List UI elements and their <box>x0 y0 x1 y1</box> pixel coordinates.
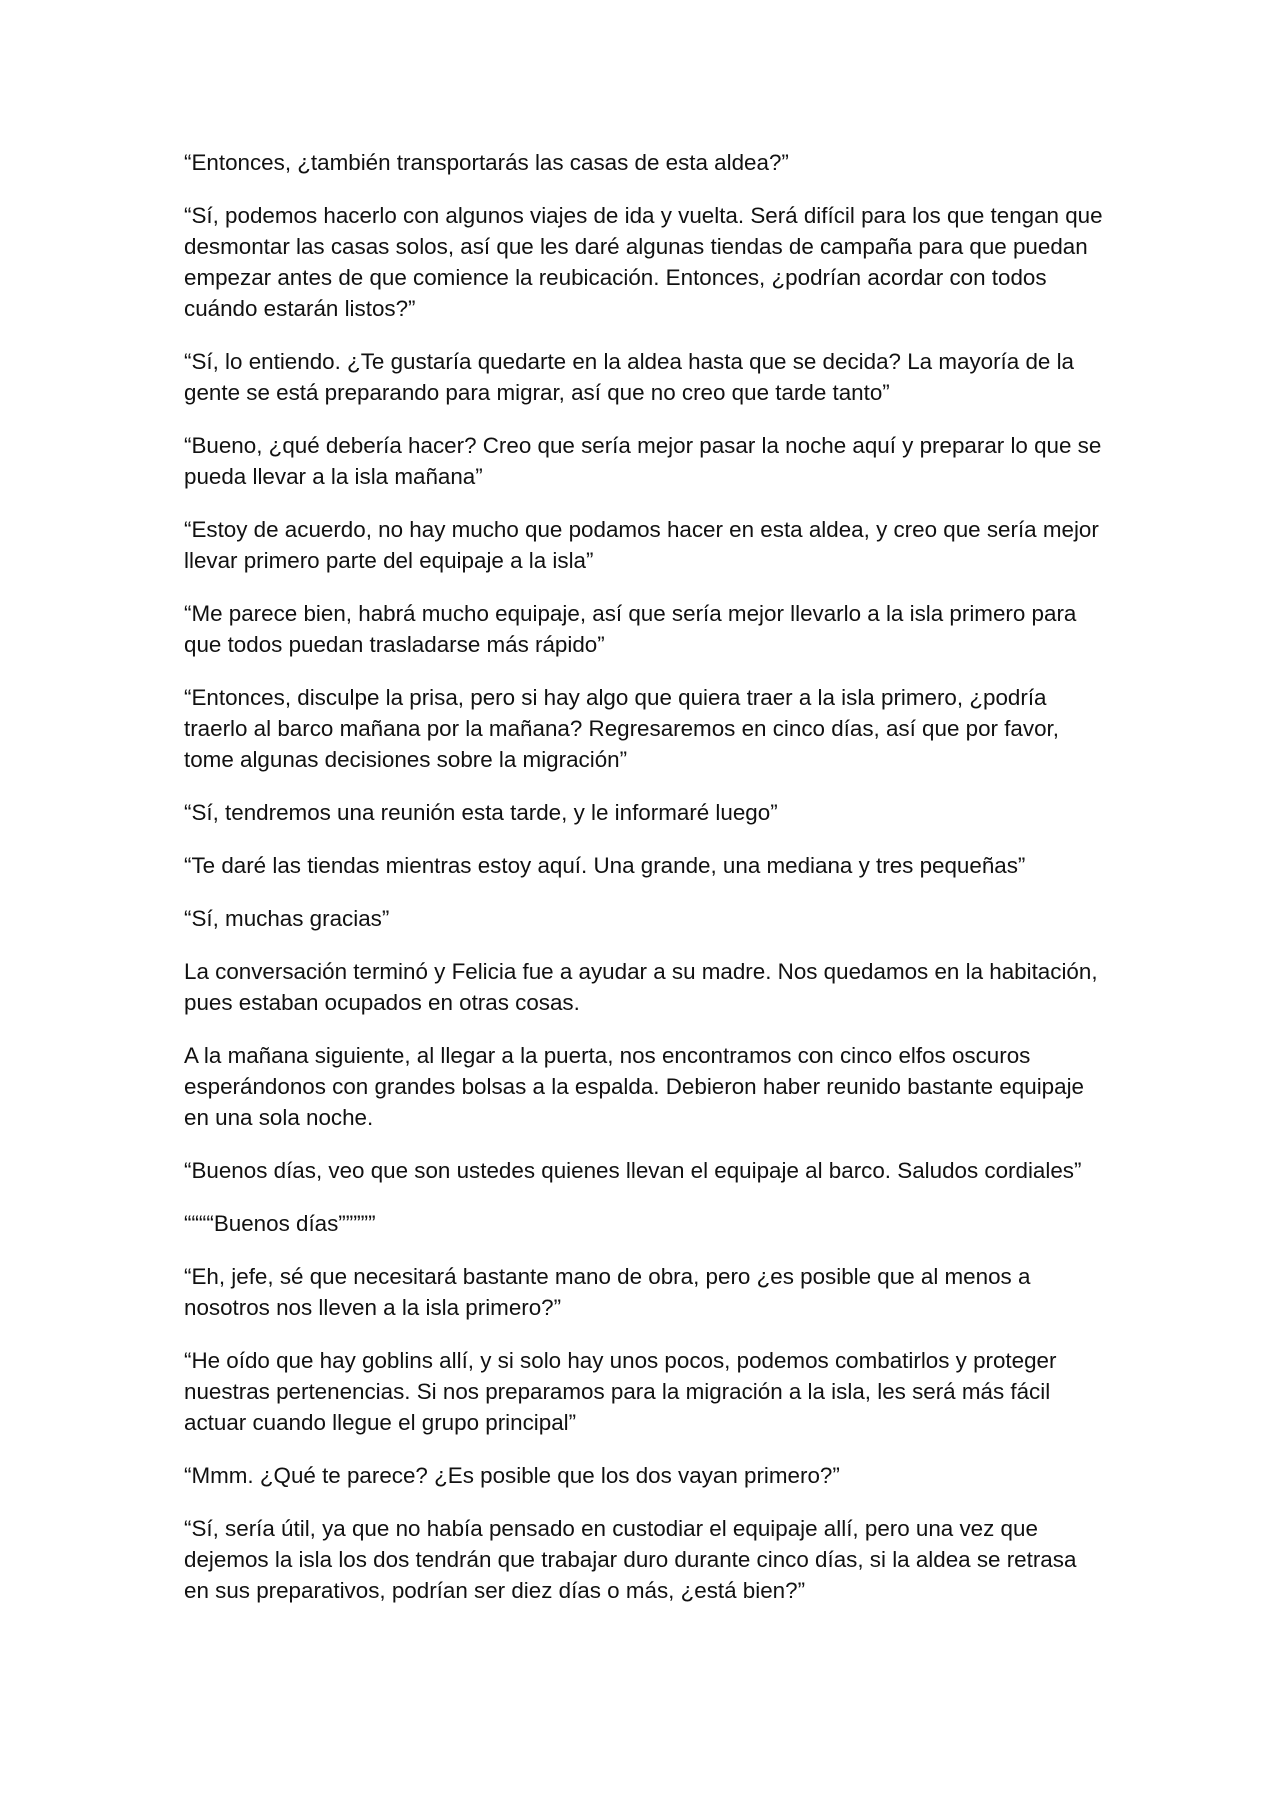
paragraph: “Sí, podemos hacerlo con algunos viajes de ida y vuelta. Será difícil para los que tengan que desmontar las casas solos, así que les daré algunas tiendas de campaña para que puedan empezar antes de que comience la reubicación. Entonces, ¿podrían acordar con todos cuándo estarán listos?” <box>184 203 1103 321</box>
paragraph: “Sí, sería útil, ya que no había pensado en custodiar el equipaje allí, pero una vez que dejemos la isla los dos tendrán que trabajar duro durante cinco días, si la aldea se retrasa en sus preparativos, podrían ser diez días o más, ¿está bien?” <box>184 1516 1077 1603</box>
paragraph: “Buenos días, veo que son ustedes quienes llevan el equipaje al barco. Saludos cordiales” <box>184 1158 1082 1183</box>
paragraph: “Estoy de acuerdo, no hay mucho que podamos hacer en esta aldea, y creo que sería mejor llevar primero parte del equipaje a la isla” <box>184 517 1099 573</box>
paragraph: “Entonces, ¿también transportarás las casas de esta aldea?” <box>184 150 789 175</box>
paragraph: “Eh, jefe, sé que necesitará bastante mano de obra, pero ¿es posible que al menos a nosotros nos lleven a la isla primero?” <box>184 1264 1031 1320</box>
paragraph: ““““Buenos días””””” <box>184 1211 376 1236</box>
paragraph: “Bueno, ¿qué debería hacer? Creo que sería mejor pasar la noche aquí y preparar lo que se pueda llevar a la isla mañana” <box>184 433 1102 489</box>
paragraph: La conversación terminó y Felicia fue a ayudar a su madre. Nos quedamos en la habitación, pues estaban ocupados en otras cosas. <box>184 959 1098 1015</box>
paragraph: “Te daré las tiendas mientras estoy aquí. Una grande, una mediana y tres pequeñas” <box>184 853 1026 878</box>
paragraph: “Sí, tendremos una reunión esta tarde, y le informaré luego” <box>184 800 778 825</box>
paragraph: “Me parece bien, habrá mucho equipaje, así que sería mejor llevarlo a la isla primero para que todos puedan trasladarse más rápido” <box>184 601 1077 657</box>
paragraph: “He oído que hay goblins allí, y si solo hay unos pocos, podemos combatirlos y proteger nuestras pertenencias. Si nos preparamos para la migración a la isla, les será más fácil actuar cuando llegue el grupo principal” <box>184 1348 1057 1435</box>
paragraph: “Sí, lo entiendo. ¿Te gustaría quedarte en la aldea hasta que se decida? La mayoría de la gente se está preparando para migrar, así que no creo que tarde tanto” <box>184 349 1074 405</box>
paragraph: “Mmm. ¿Qué te parece? ¿Es posible que los dos vayan primero?” <box>184 1463 840 1488</box>
document-body <box>184 147 1104 1628</box>
paragraph: “Entonces, disculpe la prisa, pero si hay algo que quiera traer a la isla primero, ¿podría traerlo al barco mañana por la mañana? Regresaremos en cinco días, así que por favor, tome algunas decisiones sobre la migración” <box>184 685 1059 772</box>
paragraph: A la mañana siguiente, al llegar a la puerta, nos encontramos con cinco elfos oscuros esperándonos con grandes bolsas a la espalda. Debieron haber reunido bastante equipaje en una sola noche. <box>184 1043 1085 1130</box>
paragraph: “Sí, muchas gracias” <box>184 906 390 931</box>
